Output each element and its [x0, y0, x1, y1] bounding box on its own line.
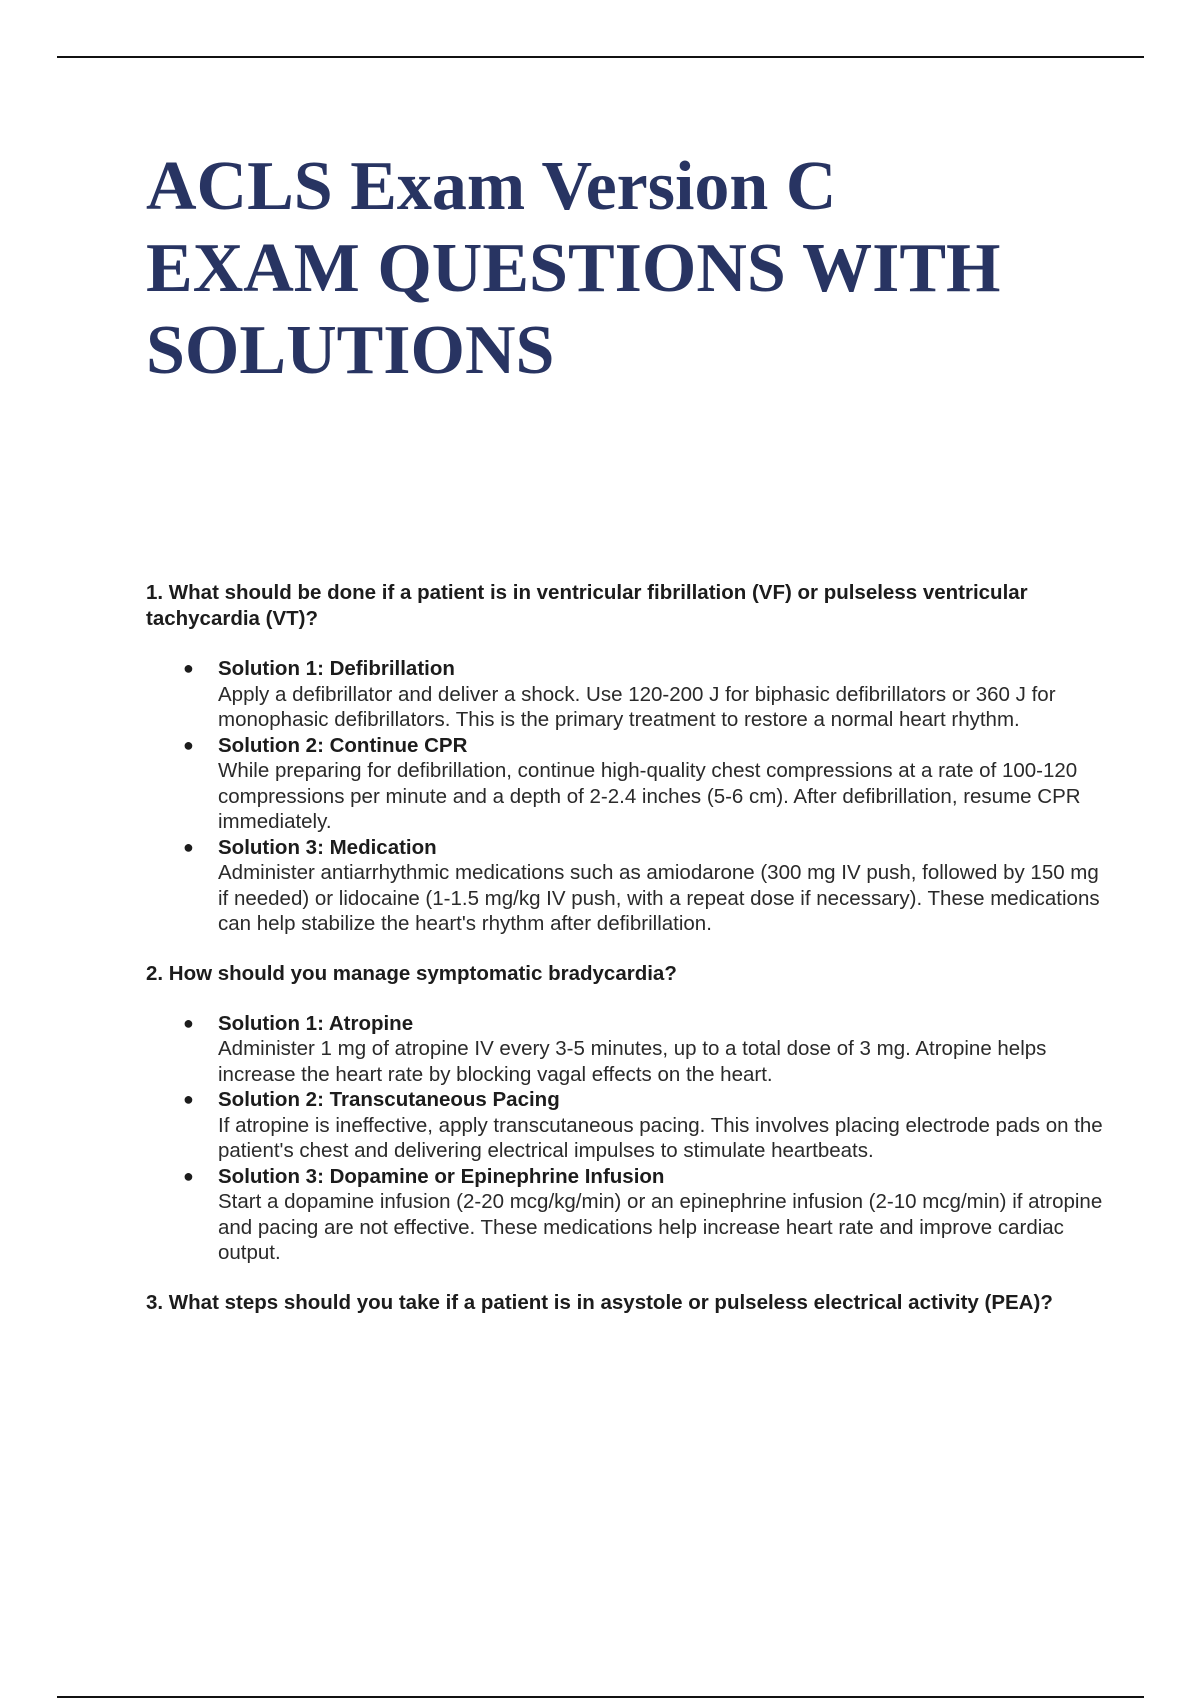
question-2: 2. How should you manage symptomatic bradycardia? — [146, 961, 677, 985]
questions-section — [146, 580, 1106, 1316]
question-1-solutions — [146, 656, 1106, 937]
solution-item — [146, 835, 1106, 937]
question-2-solutions — [146, 1011, 1106, 1266]
solution-title: Solution 3: Dopamine or Epinephrine Infusion — [218, 1164, 665, 1188]
document-title — [146, 146, 1106, 392]
solution-text: While preparing for defibrillation, continue high-quality chest compressions at a rate of 100-120 compressions per minute and a depth of 2-2.4 inches (5-6 cm). After defibrillation, resume CPR immediately. — [218, 759, 1081, 833]
solution-title: Solution 2: Continue CPR — [218, 733, 468, 757]
solution-item — [146, 1164, 1106, 1266]
solution-text: Apply a defibrillator and deliver a shock. Use 120-200 J for biphasic defibrillators or 360 J for monophasic defibrillators. This is the primary treatment to restore a normal heart rhythm. — [218, 682, 1056, 731]
solution-text: Administer 1 mg of atropine IV every 3-5 minutes, up to a total dose of 3 mg. Atropine helps increase the heart rate by blocking vagal effects on the heart. — [218, 1037, 1047, 1086]
title-line-2: EXAM QUESTIONS WITH — [146, 230, 1001, 307]
bullet-icon: ● — [183, 734, 194, 755]
solution-text: Start a dopamine infusion (2-20 mcg/kg/min) or an epinephrine infusion (2-10 mcg/min) if atropine and pacing are not effective. These medications help increase heart rate and improve cardiac output. — [218, 1190, 1103, 1264]
solution-title: Solution 1: Defibrillation — [218, 657, 455, 680]
title-line-1: ACLS Exam Version C — [146, 148, 837, 225]
bottom-rule — [57, 1696, 1144, 1698]
solution-title: Solution 1: Atropine — [218, 1011, 414, 1035]
solution-title: Solution 2: Transcutaneous Pacing — [218, 1088, 560, 1111]
question-1: 1. What should be done if a patient is in ventricular fibrillation (VF) or pulseless ventricular tachycardia (VT)? — [146, 581, 1028, 630]
solution-text: If atropine is ineffective, apply transcutaneous pacing. This involves placing electrode pads on the patient's chest and delivering electrical impulses to stimulate heartbeats. — [218, 1113, 1103, 1162]
bullet-icon: ● — [183, 1012, 194, 1033]
bullet-icon: ● — [183, 1089, 194, 1109]
solution-item — [146, 1087, 1106, 1164]
title-line-3: SOLUTIONS — [146, 312, 555, 389]
solution-title: Solution 3: Medication — [218, 835, 437, 859]
top-rule — [57, 56, 1144, 58]
solution-item — [146, 1011, 1106, 1088]
bullet-icon: ● — [183, 658, 194, 678]
solution-item — [146, 733, 1106, 835]
solution-item — [146, 656, 1106, 733]
solution-text: Administer antiarrhythmic medications such as amiodarone (300 mg IV push, followed by 150 mg if needed) or lidocaine (1-1.5 mg/kg IV push, with a repeat dose if necessary). These medications can help stabilize the heart's rhythm after defibrillation. — [218, 861, 1100, 935]
bullet-icon: ● — [183, 836, 194, 857]
document-body — [146, 146, 1106, 1316]
question-3: 3. What steps should you take if a patient is in asystole or pulseless electrical activity (PEA)? — [146, 1290, 1053, 1314]
bullet-icon: ● — [183, 1165, 194, 1186]
